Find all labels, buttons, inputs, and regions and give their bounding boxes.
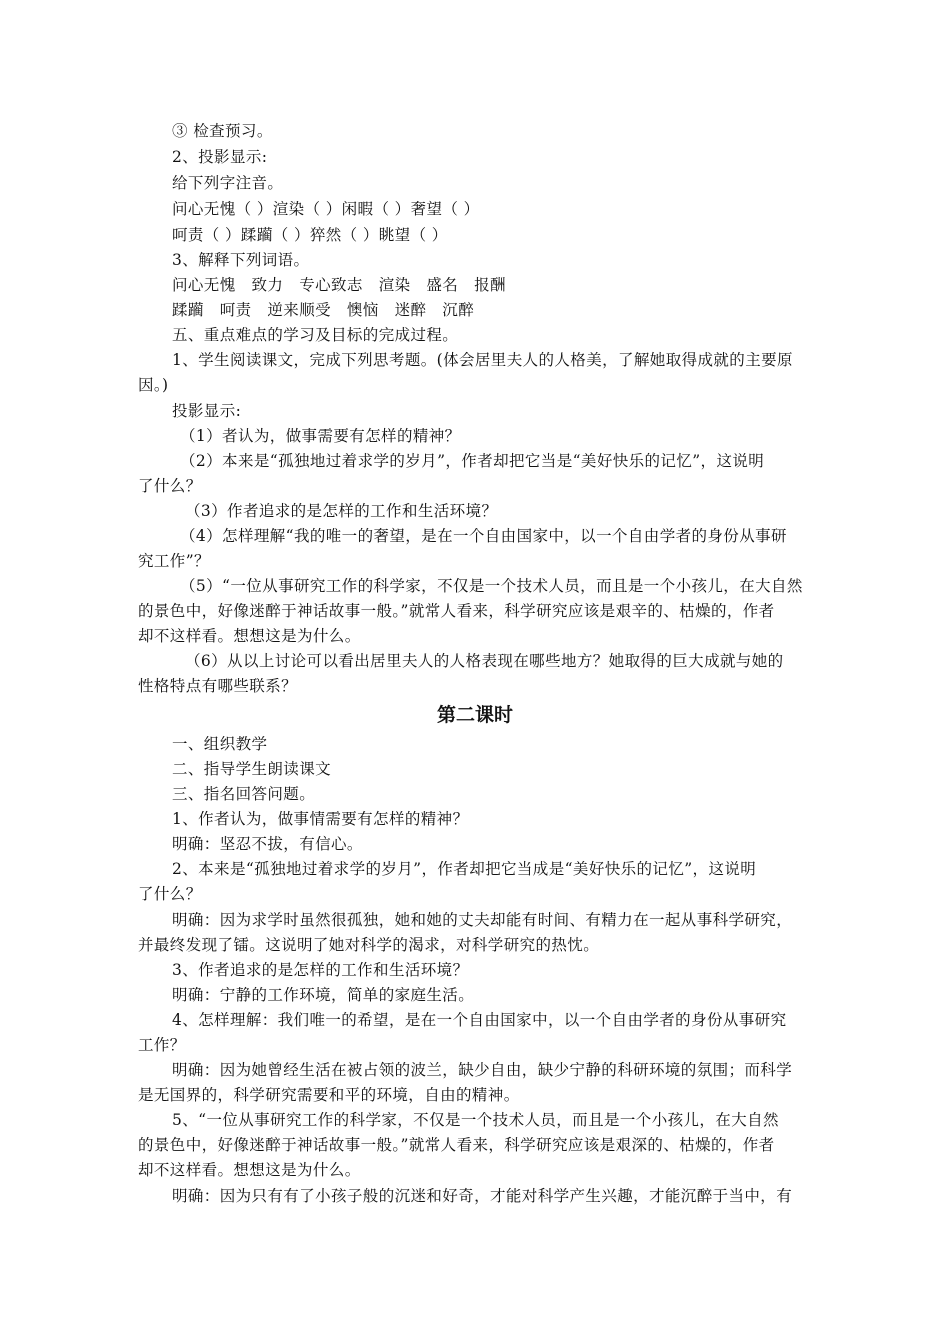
question-2-line-1: （2）本来是“孤独地过着求学的岁月”，作者却把它当是“美好快乐的记忆”，这说明 bbox=[180, 452, 765, 470]
question-6-line-2: 性格特点有哪些联系？ bbox=[138, 677, 298, 695]
answer-4-question-line-2: 工作？ bbox=[138, 1036, 186, 1054]
answer-5-question-line-3: 却不这样看。想想这是为什么。 bbox=[138, 1161, 361, 1179]
answer-4-text-line-2: 是无国界的，科学研究需要和平的环境，自由的精神。 bbox=[138, 1086, 520, 1104]
step-3: 三、指名回答问题。 bbox=[172, 785, 316, 803]
answer-3-question: 3、作者追求的是怎样的工作和生活环境？ bbox=[172, 961, 469, 979]
question-5-line-3: 却不这样看。想想这是为什么。 bbox=[138, 627, 361, 645]
answer-2-text-line-1: 明确：因为求学时虽然很孤独，她和她的丈夫却能有时间、有精力在一起从事科学研究， bbox=[172, 911, 793, 929]
answer-2-text-line-2: 并最终发现了镭。这说明了她对科学的渴求，对科学研究的热忱。 bbox=[138, 936, 600, 954]
check-preview-line: ③ 检查预习。 bbox=[172, 122, 273, 140]
item-2-line: 2、投影显示: bbox=[172, 148, 268, 166]
answer-5-text-line-1: 明确：因为只有有了小孩子般的沉迷和好奇，才能对科学产生兴趣，才能沉醉于当中，有 bbox=[172, 1187, 793, 1205]
section-5-heading: 五、重点难点的学习及目标的完成过程。 bbox=[172, 326, 459, 344]
lesson-two-title: 第二课时 bbox=[436, 704, 513, 726]
answer-3-text: 明确：宁静的工作环境，简单的家庭生活。 bbox=[172, 986, 475, 1004]
item-3-line: 3、解释下列词语。 bbox=[172, 251, 310, 269]
words-row-1: 问心无愧 致力 专心致志 渲染 盛名 报酬 bbox=[172, 276, 506, 294]
answer-1-question: 1、作者认为，做事情需要有怎样的精神？ bbox=[172, 810, 469, 828]
task-1-line-1: 1、学生阅读课文，完成下列思考题。(体会居里夫人的人格美，了解她取得成就的主要原 bbox=[172, 351, 793, 369]
step-1: 一、组织教学 bbox=[172, 735, 268, 753]
question-5-line-1: （5）“一位从事研究工作的科学家，不仅是一个技术人员，而且是一个小孩儿，在大自然 bbox=[180, 577, 803, 595]
step-2: 二、指导学生朗读课文 bbox=[172, 760, 332, 778]
question-3: （3）作者追求的是怎样的工作和生活环境？ bbox=[185, 502, 498, 520]
projection-label: 投影显示: bbox=[172, 402, 242, 420]
answer-1-text: 明确：坚忍不拔，有信心。 bbox=[172, 835, 363, 853]
item-2-sub-line: 给下列字注音。 bbox=[172, 174, 284, 192]
question-5-line-2: 的景色中，好像迷醉于神话故事一般。”就常人看来，科学研究应该是艰辛的、枯燥的，作者 bbox=[138, 602, 775, 620]
question-6-line-1: （6）从以上讨论可以看出居里夫人的人格表现在哪些地方？她取得的巨大成就与她的 bbox=[185, 652, 784, 670]
question-1: （1）者认为，做事需要有怎样的精神？ bbox=[180, 427, 461, 445]
answer-5-question-line-1: 5、“一位从事研究工作的科学家，不仅是一个技术人员，而且是一个小孩儿，在大自然 bbox=[172, 1111, 779, 1129]
pinyin-row-2: 呵责（ ）蹂躏（ ）猝然（ ）眺望（ ） bbox=[172, 226, 448, 244]
answer-2-question-line-2: 了什么？ bbox=[138, 885, 202, 903]
answer-2-question-line-1: 2、本来是“孤独地过着求学的岁月”，作者却把它当成是“美好快乐的记忆”，这说明 bbox=[172, 860, 757, 878]
question-2-line-2: 了什么？ bbox=[138, 477, 202, 495]
answer-4-text-line-1: 明确：因为她曾经生活在被占领的波兰，缺少自由，缺少宁静的科研环境的氛围；而科学 bbox=[172, 1061, 793, 1079]
answer-4-question-line-1: 4、怎样理解：我们唯一的希望，是在一个自由国家中，以一个自由学者的身份从事研究 bbox=[172, 1011, 787, 1029]
question-4-line-1: （4）怎样理解“我的唯一的奢望，是在一个自由国家中，以一个自由学者的身份从事研 bbox=[180, 527, 787, 545]
task-1-line-2: 因。) bbox=[138, 376, 169, 394]
question-4-line-2: 究工作”？ bbox=[138, 552, 210, 570]
words-row-2: 蹂躏 呵责 逆来顺受 懊恼 迷醉 沉醉 bbox=[172, 301, 475, 319]
answer-5-question-line-2: 的景色中，好像迷醉于神话故事一般。”就常人看来，科学研究应该是艰深的、枯燥的，作者 bbox=[138, 1136, 775, 1154]
pinyin-row-1: 问心无愧（ ）渲染（ ）闲暇（ ）奢望（ ） bbox=[172, 200, 480, 218]
